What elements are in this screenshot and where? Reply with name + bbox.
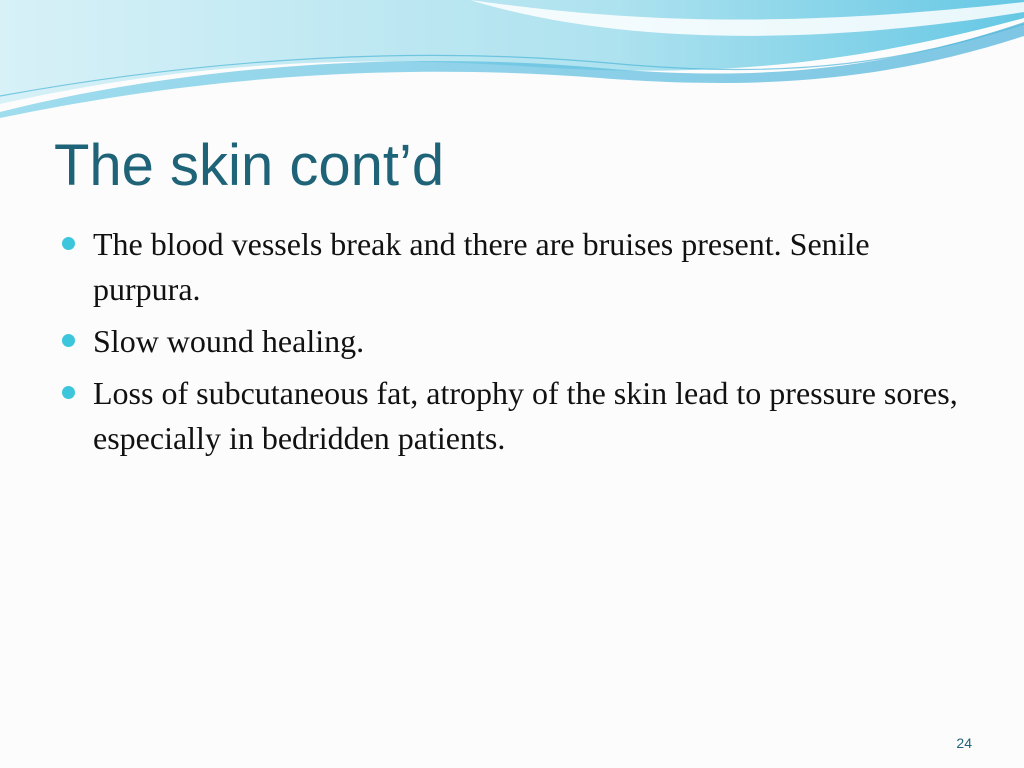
bullet-dot-icon bbox=[62, 237, 75, 250]
bullet-text: The blood vessels break and there are bruises present. Senile purpura. bbox=[93, 226, 870, 307]
bullet-text: Loss of subcutaneous fat, atrophy of the skin lead to pressure sores, especially in bedridden patients. bbox=[93, 375, 958, 456]
bullet-item bbox=[62, 222, 962, 312]
bullet-dot-icon bbox=[62, 386, 75, 399]
bullet-text: Slow wound healing. bbox=[93, 323, 365, 359]
page-number: 24 bbox=[956, 735, 972, 751]
bullet-list bbox=[62, 222, 962, 468]
header-wave-decoration bbox=[0, 0, 1024, 120]
bullet-dot-icon bbox=[62, 334, 75, 347]
slide-title: The skin cont’d bbox=[54, 133, 445, 198]
bullet-item bbox=[62, 319, 962, 364]
bullet-item bbox=[62, 371, 962, 461]
